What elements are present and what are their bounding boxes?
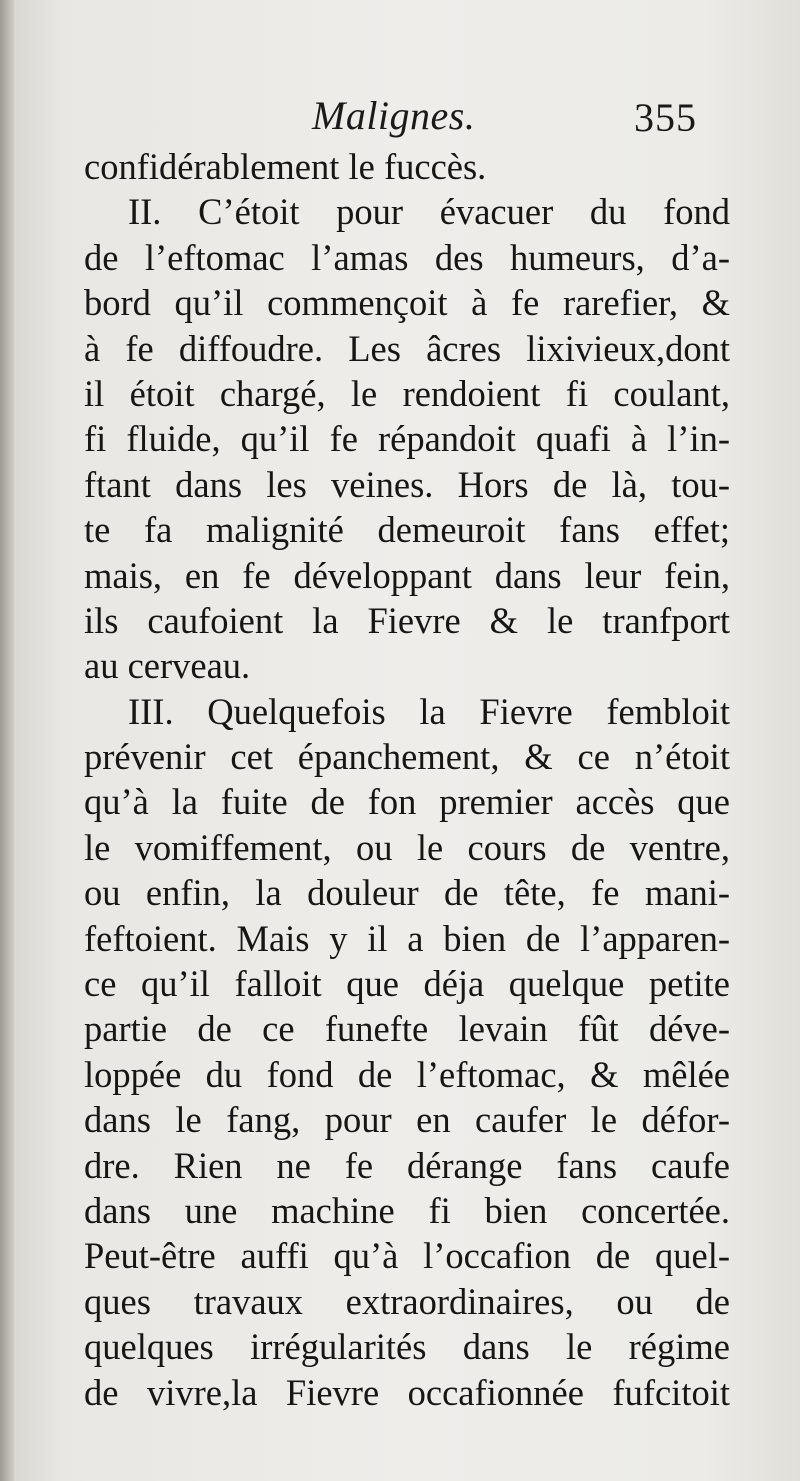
text-line: III. Quelquefois la Fievre fembloit (128, 690, 730, 732)
text-line: au cerveau. (84, 645, 251, 687)
text-line: fi fluide, qu’il fe répandoit quafi à l’in- (84, 418, 730, 460)
text-line: bord qu’il commençoit à fe rarefier, & (84, 282, 730, 324)
body-text (84, 144, 730, 1415)
text-line: prévenir cet épanchement, & ce n’étoit (84, 736, 730, 778)
text-line: le vomiffement, ou le cours de ventre, (84, 826, 730, 868)
text-line: te fa malignité demeuroit fans effet; (84, 509, 730, 551)
text-line: feftoient. Mais y il a bien de l’apparen- (84, 917, 730, 959)
text-line: ils caufoient la Fievre & le tranfport (84, 599, 730, 641)
page-number: 355 (634, 95, 697, 140)
text-line: ques travaux extraordinaires, ou de (84, 1280, 730, 1322)
text-line: qu’à la fuite de fon premier accès que (84, 781, 730, 823)
text-line: Peut-être auffi qu’à l’occafion de quel- (84, 1235, 730, 1277)
running-head (14, 92, 800, 146)
book-page (14, 0, 800, 1481)
text-line: dre. Rien ne fe dérange fans caufe (84, 1144, 730, 1186)
text-line: ftant dans les veines. Hors de là, tou- (84, 463, 730, 505)
text-line: mais, en fe développant dans leur fein, (84, 554, 730, 596)
text-line: à fe diffoudre. Les âcres lixivieux,dont (84, 327, 730, 369)
text-line: confidérablement le fuccès. (84, 146, 487, 187)
text-line: de l’eftomac l’amas des humeurs, d’a- (84, 236, 730, 278)
text-line: ou enfin, la douleur de tête, fe mani- (84, 872, 730, 914)
text-line: de vivre,la Fievre occafionnée fufcitoit (84, 1371, 730, 1413)
text-line: quelques irrégularités dans le régime (84, 1326, 730, 1368)
page-edge (0, 0, 14, 1481)
text-line: partie de ce funefte levain fût déve- (84, 1008, 730, 1050)
text-line: loppée du fond de l’eftomac, & mêlée (84, 1053, 730, 1095)
text-line: il étoit chargé, le rendoient fi coulant, (84, 372, 730, 414)
text-line: II. C’étoit pour évacuer du fond (128, 191, 730, 233)
running-head-title: Malignes. (312, 93, 476, 138)
text-line: dans le fang, pour en caufer le défor- (84, 1099, 730, 1141)
text-line: dans une machine fi bien concertée. (84, 1189, 730, 1231)
text-line: ce qu’il falloit que déja quelque petite (84, 963, 730, 1005)
